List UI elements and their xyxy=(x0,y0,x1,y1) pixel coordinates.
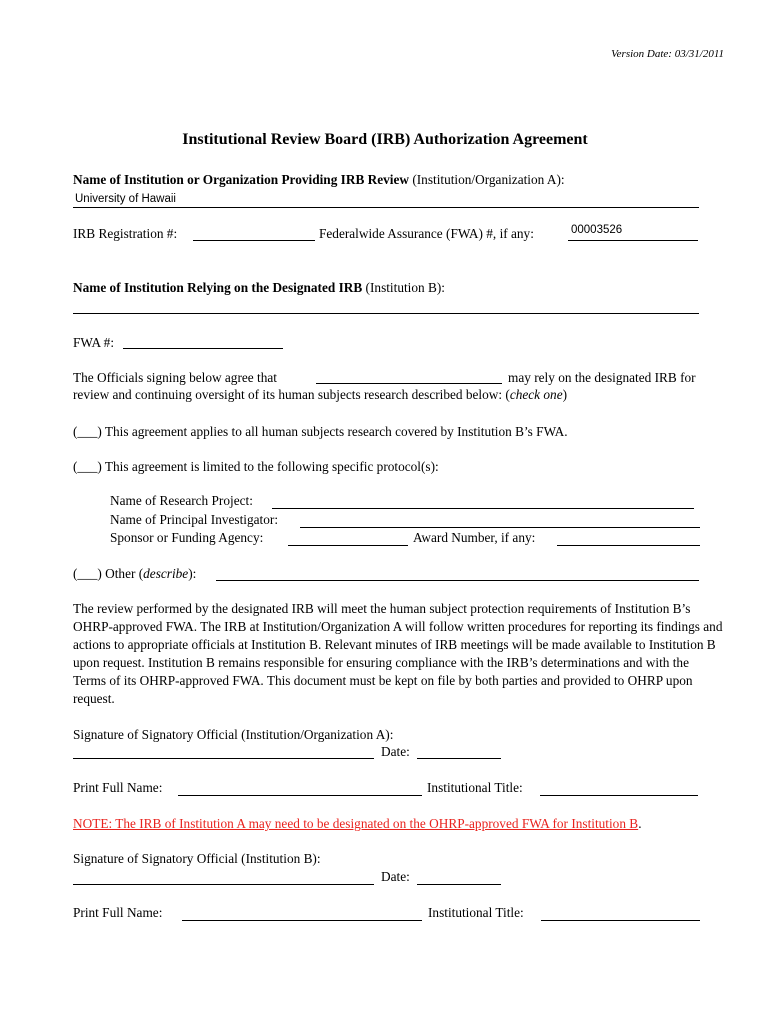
sig-a-name-label: Print Full Name: xyxy=(73,780,163,795)
sig-b-date-field[interactable] xyxy=(417,884,501,885)
relying-institution-field[interactable] xyxy=(316,383,502,384)
project-field[interactable] xyxy=(272,508,694,509)
agree-part1: The Officials signing below agree that xyxy=(73,370,277,385)
institution-b-label: Name of Institution Relying on the Designated IRB (Institution B): xyxy=(73,280,445,295)
pi-label: Name of Principal Investigator: xyxy=(110,512,279,527)
fwa-label: Federalwide Assurance (FWA) #, if any: xyxy=(319,226,534,241)
award-label: Award Number, if any: xyxy=(413,530,536,545)
sig-a-field[interactable] xyxy=(73,758,374,759)
sig-b-title-label: Institutional Title: xyxy=(428,905,524,920)
institution-a-line xyxy=(73,207,699,208)
project-label: Name of Research Project: xyxy=(110,493,253,508)
sig-b-name-field[interactable] xyxy=(182,920,422,921)
sig-a-title-label: Institutional Title: xyxy=(427,780,523,795)
fwa-b-field[interactable] xyxy=(123,348,283,349)
institution-a-value[interactable]: University of Hawaii xyxy=(75,193,176,205)
award-field[interactable] xyxy=(557,545,700,546)
sig-a-date-field[interactable] xyxy=(417,758,501,759)
version-date: Version Date: 03/31/2011 xyxy=(611,48,724,60)
institution-a-label: Name of Institution or Organization Providing IRB Review (Institution/Organization A): xyxy=(73,172,565,187)
option-other[interactable]: (___) Other (describe): xyxy=(73,566,197,581)
sig-b-title-field[interactable] xyxy=(541,920,700,921)
institution-b-field[interactable] xyxy=(73,313,699,314)
irb-registration-field[interactable] xyxy=(193,240,315,241)
review-paragraph: The review performed by the designated IRB will meet the human subject protection requirements of Institution B’s OHRP-approved FWA. The IRB at Institution/Organization A will follow written procedures for reporting its findings and actions to appropriate officials at Institution B. Relevant minutes of IRB meetings will be made available to Institution B upon request. Institution B remains responsible for ensuring compliance with the IRB’s determinations and with the Terms of its OHRP-approved FWA. This document must be kept on file by both parties and provided to OHRP upon request. xyxy=(73,601,723,706)
fwa-b-label: FWA #: xyxy=(73,335,115,350)
sig-b-name-label: Print Full Name: xyxy=(73,905,163,920)
sig-a-title-field[interactable] xyxy=(540,795,698,796)
agree-line2: review and continuing oversight of its human subjects research described below: (check one) xyxy=(73,387,568,402)
fwa-value[interactable]: 00003526 xyxy=(571,224,623,236)
sig-b-date-label: Date: xyxy=(381,869,410,884)
sig-a-label: Signature of Signatory Official (Institution/Organization A): xyxy=(73,727,394,742)
option-all-research[interactable]: (___) This agreement applies to all human subjects research covered by Institution B’s FWA. xyxy=(73,424,568,439)
fwa-line xyxy=(568,240,698,241)
irb-registration-label: IRB Registration #: xyxy=(73,226,178,241)
note: NOTE: The IRB of Institution A may need to be designated on the OHRP-approved FWA for Institution B. xyxy=(73,816,642,831)
sig-b-label: Signature of Signatory Official (Institution B): xyxy=(73,851,321,866)
sig-a-date-label: Date: xyxy=(381,744,410,759)
pi-field[interactable] xyxy=(300,527,700,528)
other-field[interactable] xyxy=(216,580,699,581)
agree-part2: may rely on the designated IRB for xyxy=(508,370,696,385)
sponsor-label: Sponsor or Funding Agency: xyxy=(110,530,264,545)
sponsor-field[interactable] xyxy=(288,545,408,546)
option-specific-protocols[interactable]: (___) This agreement is limited to the following specific protocol(s): xyxy=(73,459,439,474)
sig-a-name-field[interactable] xyxy=(178,795,422,796)
sig-b-field[interactable] xyxy=(73,884,374,885)
document-title: Institutional Review Board (IRB) Authorization Agreement xyxy=(182,131,588,148)
